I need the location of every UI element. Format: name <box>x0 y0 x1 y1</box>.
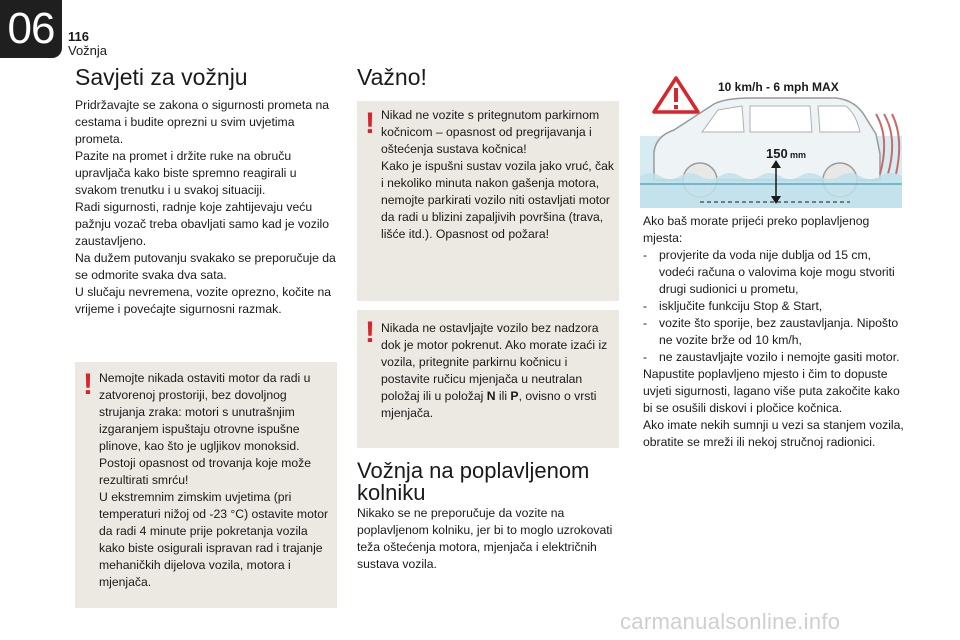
paragraph: Napustite poplavljeno mjesto i čim to dopuste uvjeti sigurnosti, lagano više puta zakočite kako bi se osušili diskovi i pločice kočnica. <box>643 367 900 415</box>
warning-exclamation-icon: ! <box>365 316 375 349</box>
paragraph <box>381 320 615 422</box>
list-item: - isključite funkciju Stop & Start, <box>643 298 908 315</box>
gear-p: P <box>510 389 519 403</box>
page-number: 116 <box>68 29 89 44</box>
paragraph: U ekstremnim zimskim uvjetima (pri temperaturi nižoj od -23 °C) ostavite motor da radi 4 minute prije pokretanja vozila kako biste osigurali ispravan rad i trajanje mehaničkih dijelova vozila, motora i mjenjača. <box>99 490 329 589</box>
warning-box-text <box>99 370 333 591</box>
section-title-driving-tips: Savjeti za vožnju <box>75 64 248 90</box>
paragraph: Nemojte nikada ostaviti motor da radi u zatvorenoj prostoriji, bez dovoljnog strujanja zraka: motori s unutrašnjim izgaranjem ispuštaju otrovne ispušne plinove, kao što je ugljikov monoksid. Postoji opasnost od trovanja koje može rezultirati smrću! <box>99 371 312 487</box>
section-title-important: Važno! <box>357 64 427 90</box>
paragraph: Pazite na promet i držite ruke na obruču upravljača kako biste spremno reagirali u svakom trenutku i u svakoj situaciji. <box>75 149 297 197</box>
water-waves <box>640 173 902 208</box>
depth-unit: mm <box>790 150 807 160</box>
paragraph: Ako baš morate prijeći preko poplavljenog mjesta: <box>643 214 870 245</box>
paragraph: U slučaju nevremena, vozite oprezno, kočite na vrijeme i povećajte sigurnosni razmak. <box>75 285 332 316</box>
list-item: - ne zaustavljajte vozilo i nemojte gasiti motor. <box>643 349 908 366</box>
paragraph: Nikad ne vozite s pritegnutom parkirnom kočnicom – opasnost od pregrijavanja i oštećenja sustava kočnica! <box>381 108 600 156</box>
warning-box-text <box>381 320 615 422</box>
text-segment: ili <box>495 389 511 403</box>
paragraph: Na dužem putovanju svakako se preporučuje da se odmorite svaka dva sata. <box>75 251 336 282</box>
flooded-road-illustration <box>640 74 902 208</box>
paragraph: Kako je ispušni sustav vozila jako vruć, čak i nekoliko minuta nakon gašenja motora, nemojte parkirati vozilo niti ostavljati motor da radi u blizini zapaljivih površina (trava, lišće itd.). Opasnost od požara! <box>381 159 615 241</box>
car-in-water-diagram <box>640 74 902 208</box>
list-item: - provjerite da voda nije dublja od 15 cm, vodeći računa o valovima koje mogu stvoriti drugi sudionici u prometu, <box>643 247 908 298</box>
paragraph: Nikako se ne preporučuje da vozite na poplavljenom kolniku, jer bi to moglo uzrokovati teža oštećenja motora, mjenjača i električnih sustava vozila. <box>357 506 613 571</box>
flooded-road-instructions <box>643 213 908 451</box>
speed-limit-label: 10 km/h - 6 mph MAX <box>718 80 839 94</box>
section-title-flooded-road <box>357 460 589 504</box>
warning-box-parking-brake <box>357 101 619 301</box>
watermark: carmanualsonline.info <box>620 609 841 634</box>
paragraph: Pridržavajte se zakona o sigurnosti prometa na cestama i budite oprezni u svim uvjetima prometa. <box>75 98 330 146</box>
depth-value: 150 <box>766 146 788 161</box>
warning-exclamation-icon: ! <box>365 107 375 140</box>
warning-triangle-icon <box>654 78 698 112</box>
paragraph: Ako imate nekih sumnji u vezi sa stanjem vozila, obratite se mreži ili nekoj stručnoj radionici. <box>643 418 904 449</box>
chapter-tab: 06 <box>0 0 62 58</box>
text-segment: , ovisno o vrsti mjenjača. <box>381 389 597 420</box>
instruction-list <box>643 247 908 366</box>
text-segment: Nikada ne ostavljajte vozilo bez nadzora dok je motor pokrenut. Ako morate izaći iz vozila, pritegnite parkirnu kočnicu i postavite ručicu mjenjača u neutralan položaj ili u položaj <box>381 321 608 403</box>
warning-box-unattended <box>357 310 619 448</box>
driving-tips-text <box>75 97 340 318</box>
title-line: kolniku <box>357 480 426 505</box>
warning-box-engine <box>75 362 337 608</box>
title-line: Vožnja na poplavljenom <box>357 458 590 483</box>
flooded-road-text <box>357 505 622 573</box>
warning-box-text <box>381 107 615 243</box>
list-item: - vozite što sporije, bez zaustavljanja. Nipošto ne vozite brže od 10 km/h, <box>643 315 908 349</box>
chapter-name: Vožnja <box>68 43 108 58</box>
gear-n: N <box>486 389 496 403</box>
warning-exclamation-icon: ! <box>83 368 93 401</box>
paragraph: Radi sigurnosti, radnje koje zahtijevaju veću pažnju vozač treba obavljati samo kad je vozilo zaustavljeno. <box>75 200 330 248</box>
